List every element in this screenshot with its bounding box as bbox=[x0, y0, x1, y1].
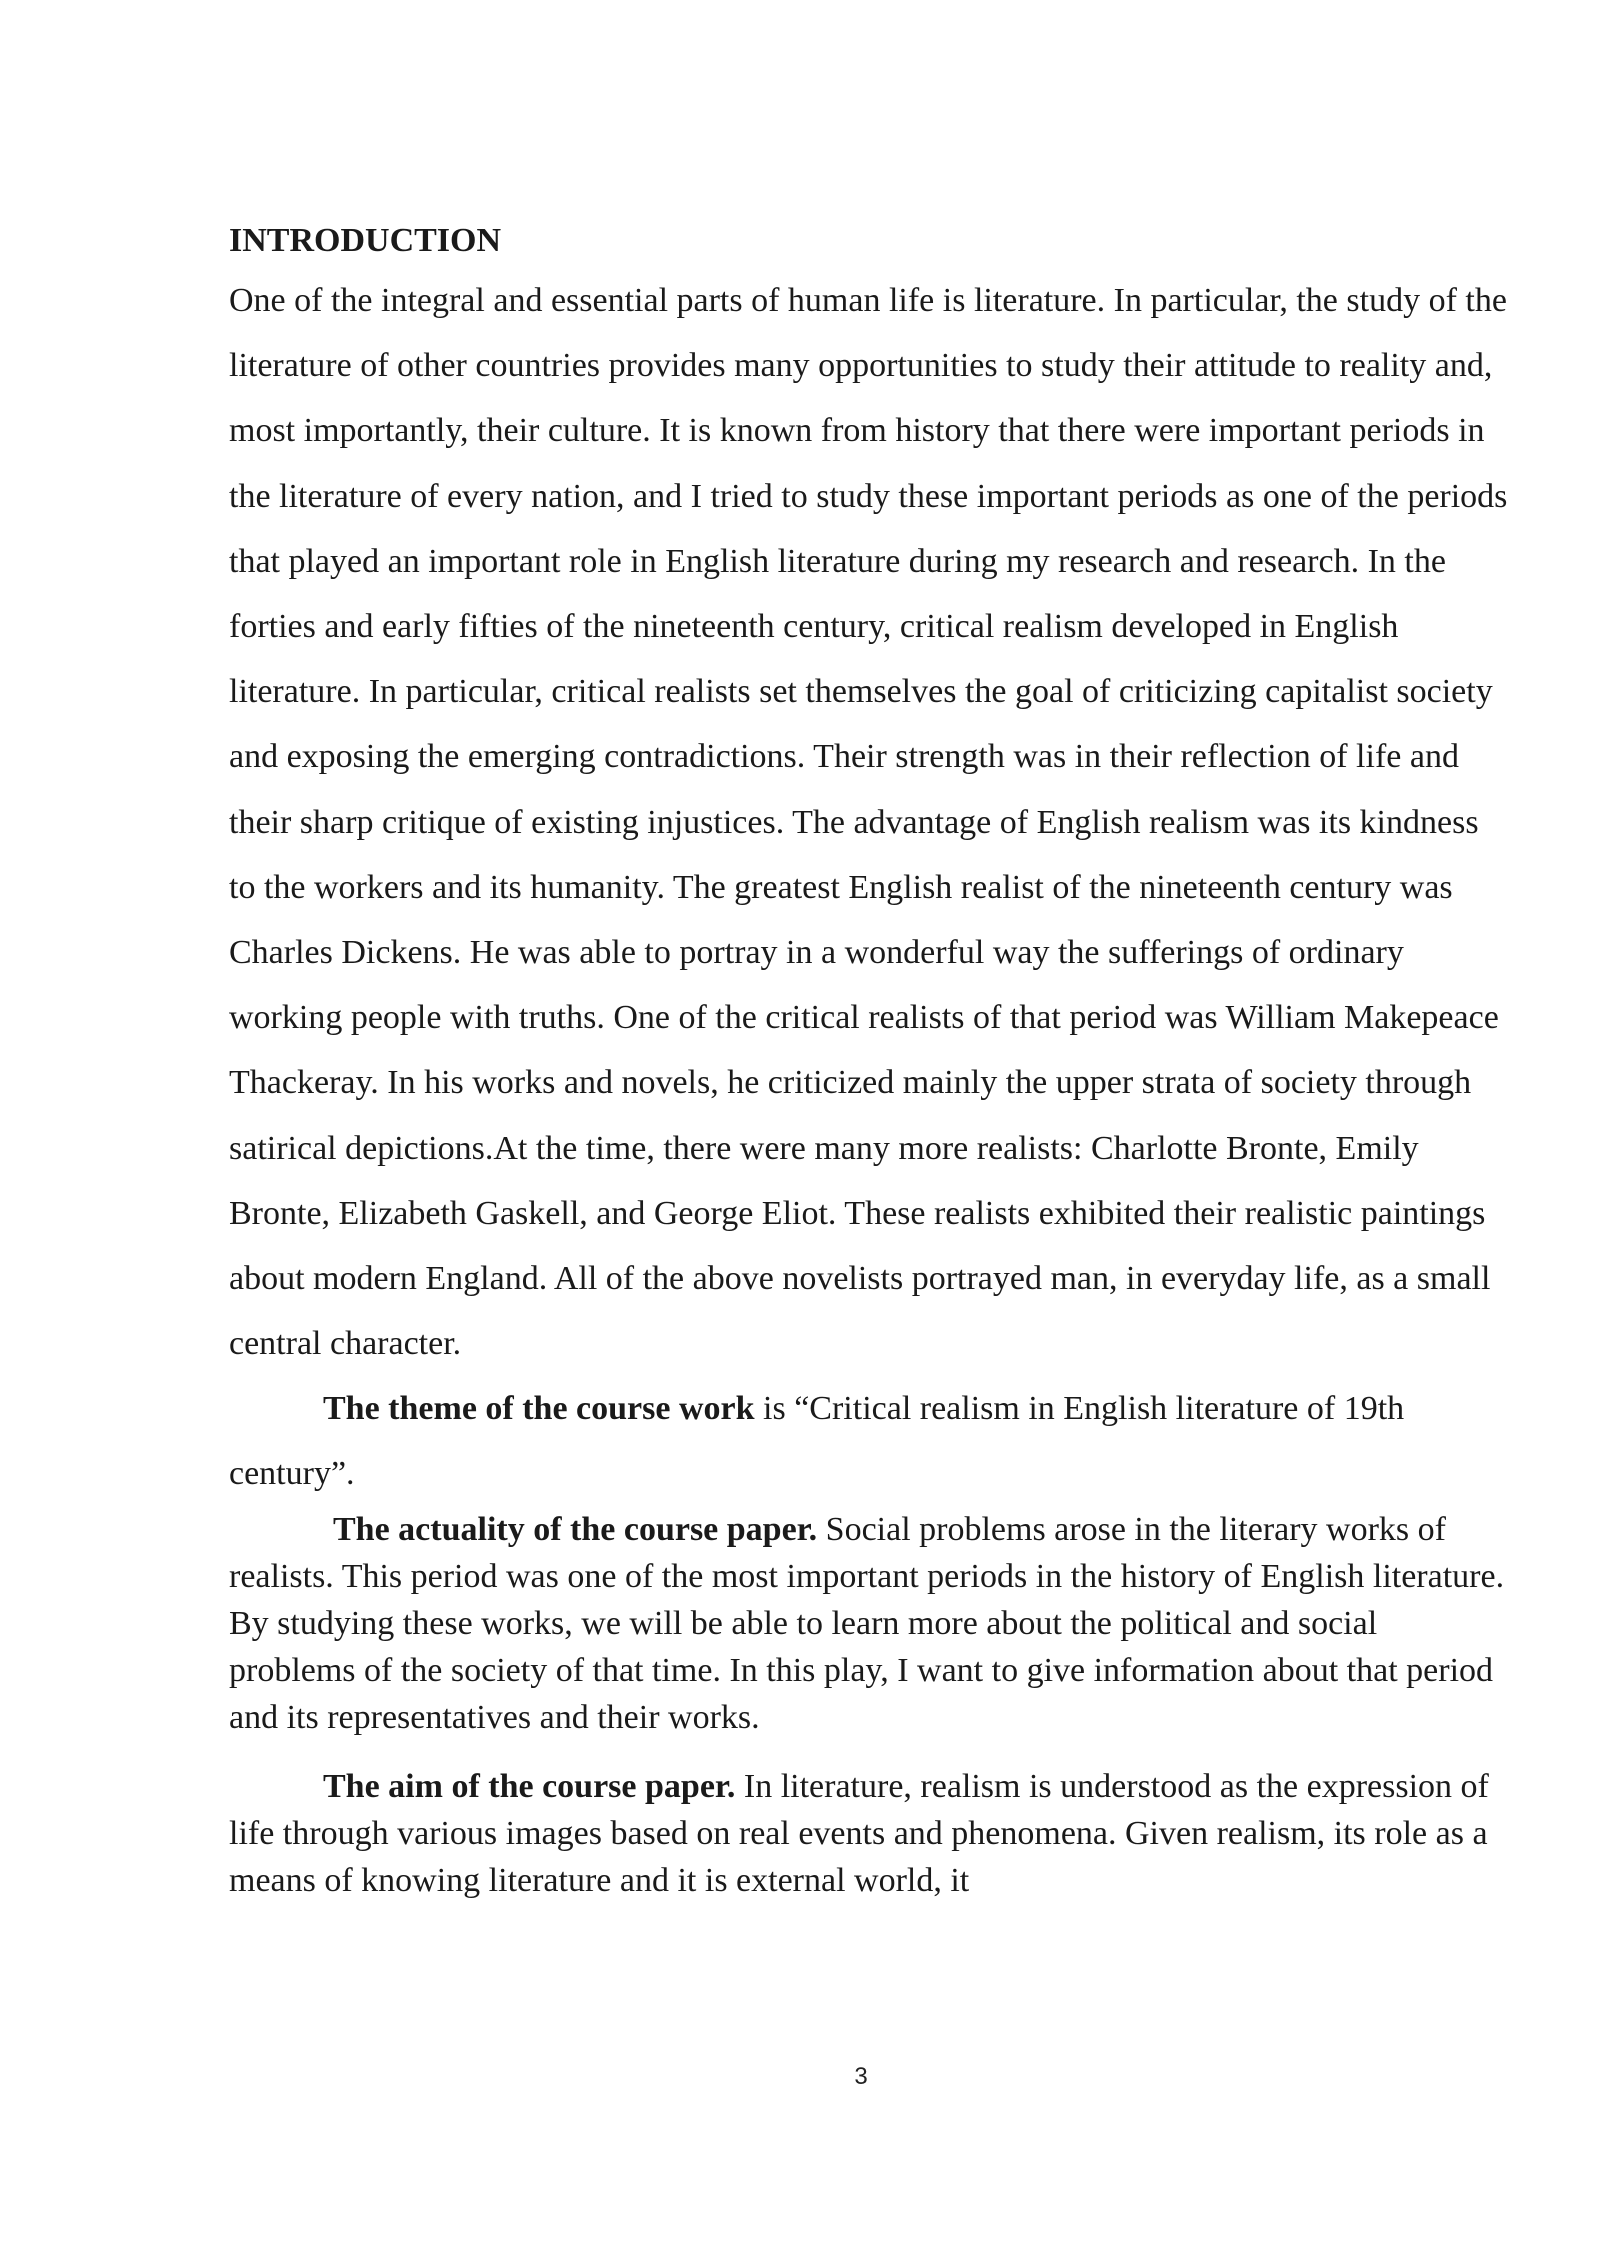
theme-paragraph bbox=[229, 1376, 1511, 1506]
theme-text: is “Critical realism in English literature of 19th century”. bbox=[229, 1390, 1405, 1493]
section-heading: INTRODUCTION bbox=[229, 222, 502, 259]
actuality-label: The actuality of the course paper. bbox=[333, 1511, 818, 1549]
actuality-paragraph bbox=[229, 1506, 1511, 1741]
actuality-text: Social problems arose in the literary works of realists. This period was one of the most important periods in the history of English literature. By studying these works, we will be able to learn more about the political and social problems of the society of that time. In this play, I want to give information about that period and its representatives and their works. bbox=[229, 1511, 1505, 1737]
page-content bbox=[229, 214, 1511, 1904]
aim-paragraph bbox=[229, 1763, 1511, 1904]
aim-label: The aim of the course paper. bbox=[323, 1768, 736, 1806]
aim-text: In literature, realism is understood as the expression of life through various images based on real events and phenomena. Given realism, its role as a means of knowing literature and it is external world, it bbox=[229, 1768, 1489, 1900]
theme-label: The theme of the course work bbox=[323, 1390, 755, 1428]
page-number: 3 bbox=[854, 2063, 868, 2090]
intro-paragraph: One of the integral and essential parts of human life is literature. In particular, the study of the literature of other countries provides many opportunities to study their attitude to reality and, most importantly, their culture. It is known from history that there were important periods in the literature of every nation, and I tried to study these important periods as one of the periods that played an important role in English literature during my research and research. In the forties and early fifties of the nineteenth century, critical realism developed in English literature. In particular, critical realists set themselves the goal of criticizing capitalist society and exposing the emerging contradictions. Their strength was in their reflection of life and their sharp critique of existing injustices. The advantage of English realism was its kindness to the workers and its humanity. The greatest English realist of the nineteenth century was Charles Dickens. He was able to portray in a wonderful way the sufferings of ordinary working people with truths. One of the critical realists of that period was William Makepeace Thackeray. In his works and novels, he criticized mainly the upper strata of society through satirical depictions.At the time, there were many more realists: Charlotte Bronte, Emily Bronte, Elizabeth Gaskell, and George Eliot. These realists exhibited their realistic paintings about modern England. All of the above novelists portrayed man, in everyday life, as a small central character. bbox=[229, 282, 1508, 1363]
